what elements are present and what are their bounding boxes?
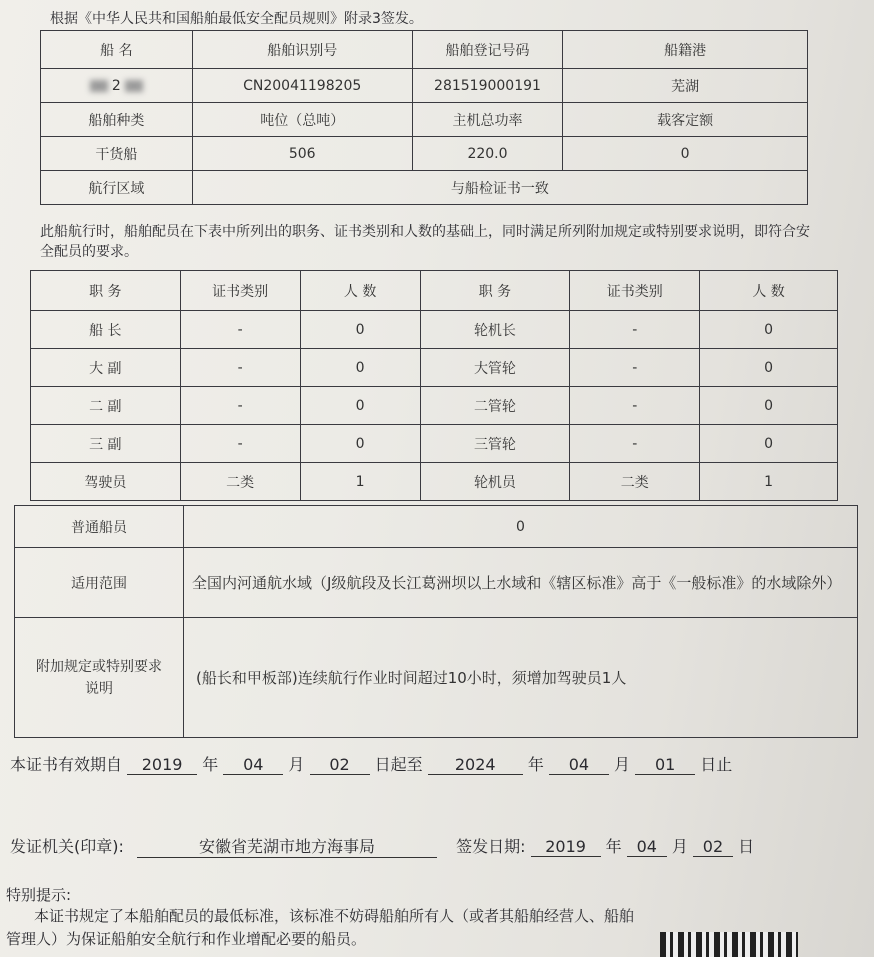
cert-right: 二类 [570,463,700,501]
count-left: 0 [300,425,420,463]
ship-info-table [40,30,808,205]
year-label: 年 [605,837,622,856]
count-right: 0 [700,387,838,425]
role-left: 二 副 [31,387,181,425]
notice-title: 特别提示: [6,886,72,904]
to-year: 2024 [428,755,523,775]
count-left: 0 [300,311,420,349]
role-header-left: 职 务 [31,271,181,311]
cert-left: - [180,311,300,349]
validity-mid: 日起至 [374,755,423,774]
table-row [31,425,838,463]
ship-port-value: 芜湖 [563,69,808,103]
cert-right: - [570,311,700,349]
from-month: 04 [223,755,283,775]
scope-header: 适用范围 [15,548,184,618]
notice-body-1: 本证书规定了本船舶配员的最低标准，该标准不妨碍船舶所有人（或者其船舶经营人、船舶 [34,907,635,925]
ship-id-header: 船舶识别号 [192,31,412,69]
role-left: 船 长 [31,311,181,349]
count-header-right: 人 数 [700,271,838,311]
cert-left: 二类 [180,463,300,501]
cert-left: - [180,425,300,463]
qr-code [660,932,798,957]
to-day: 01 [635,755,695,775]
month-label: 月 [671,837,688,856]
issuer-line [10,834,754,858]
cert-left: - [180,387,300,425]
count-right: 0 [700,349,838,387]
ship-name-header: 船 名 [41,31,193,69]
requirements-table [14,505,858,738]
crew-intro-text: 此船航行时，船舶配员在下表中所列出的职务、证书类别和人数的基础上，同时满足所列附加规定或特别要求说明，即符合安全配员的要求。 [40,224,810,260]
table-row [31,349,838,387]
issue-day: 02 [693,837,733,857]
role-left: 大 副 [31,349,181,387]
issuer-name: 安徽省芜湖市地方海事局 [137,834,437,858]
count-right: 1 [700,463,838,501]
cert-right: - [570,349,700,387]
from-year: 2019 [127,755,197,775]
count-left: 1 [300,463,420,501]
intro-text: 根据《中华人民共和国船舶最低安全配员规则》附录3签发。 [50,11,423,27]
table-row [31,463,838,501]
day-label: 日 [738,837,755,856]
role-right: 大管轮 [420,349,570,387]
passenger-value: 0 [563,137,808,171]
count-header-left: 人 数 [300,271,420,311]
ship-id-value: CN20041198205 [192,69,412,103]
ship-type-header: 船舶种类 [41,103,193,137]
power-value: 220.0 [412,137,563,171]
year-label: 年 [202,755,219,774]
cert-header-right: 证书类别 [570,271,700,311]
scope-value: 全国内河通航水域（J级航段及长江葛洲坝以上水域和《辖区标准》高于《一般标准》的水域除外） [184,548,858,618]
year-label: 年 [527,755,544,774]
to-month: 04 [549,755,609,775]
count-right: 0 [700,425,838,463]
ship-reg-value: 281519000191 [412,69,563,103]
ship-type-value: 干货船 [41,137,193,171]
month-label: 月 [614,755,631,774]
notice-body-2: 管理人）为保证船舶安全航行和作业增配必要的船员。 [6,930,367,948]
table-row [31,311,838,349]
extra-header: 附加规定或特别要求说明 [15,618,184,738]
cert-right: - [570,387,700,425]
count-left: 0 [300,387,420,425]
from-day: 02 [310,755,370,775]
tonnage-value: 506 [192,137,412,171]
passenger-header: 载客定额 [563,103,808,137]
issue-date-label: 签发日期: [456,837,526,856]
issue-year: 2019 [531,837,601,857]
role-left: 三 副 [31,425,181,463]
issue-month: 04 [627,837,667,857]
cert-right: - [570,425,700,463]
role-right: 二管轮 [420,387,570,425]
role-left: 驾驶员 [31,463,181,501]
role-right: 轮机员 [420,463,570,501]
power-header: 主机总功率 [412,103,563,137]
ordinary-crew-value: 0 [184,506,858,548]
ship-reg-header: 船舶登记号码 [412,31,563,69]
count-right: 0 [700,311,838,349]
table-row [31,387,838,425]
validity-suffix: 日止 [700,755,733,774]
validity-prefix: 本证书有效期自 [10,755,123,774]
area-header: 航行区域 [41,171,193,205]
role-right: 三管轮 [420,425,570,463]
ordinary-crew-header: 普通船员 [15,506,184,548]
extra-value: (船长和甲板部)连续航行作业时间超过10小时，须增加驾驶员1人 [184,618,858,738]
role-header-right: 职 务 [420,271,570,311]
cert-header-left: 证书类别 [180,271,300,311]
issuer-label: 发证机关(印章): [10,837,124,856]
cert-left: - [180,349,300,387]
crew-table [30,270,838,501]
count-left: 0 [300,349,420,387]
area-value: 与船检证书一致 [192,171,807,205]
validity-line [10,752,732,775]
ship-name-value: 2 [41,69,193,103]
role-right: 轮机长 [420,311,570,349]
tonnage-header: 吨位（总吨） [192,103,412,137]
ship-port-header: 船籍港 [563,31,808,69]
month-label: 月 [288,755,305,774]
